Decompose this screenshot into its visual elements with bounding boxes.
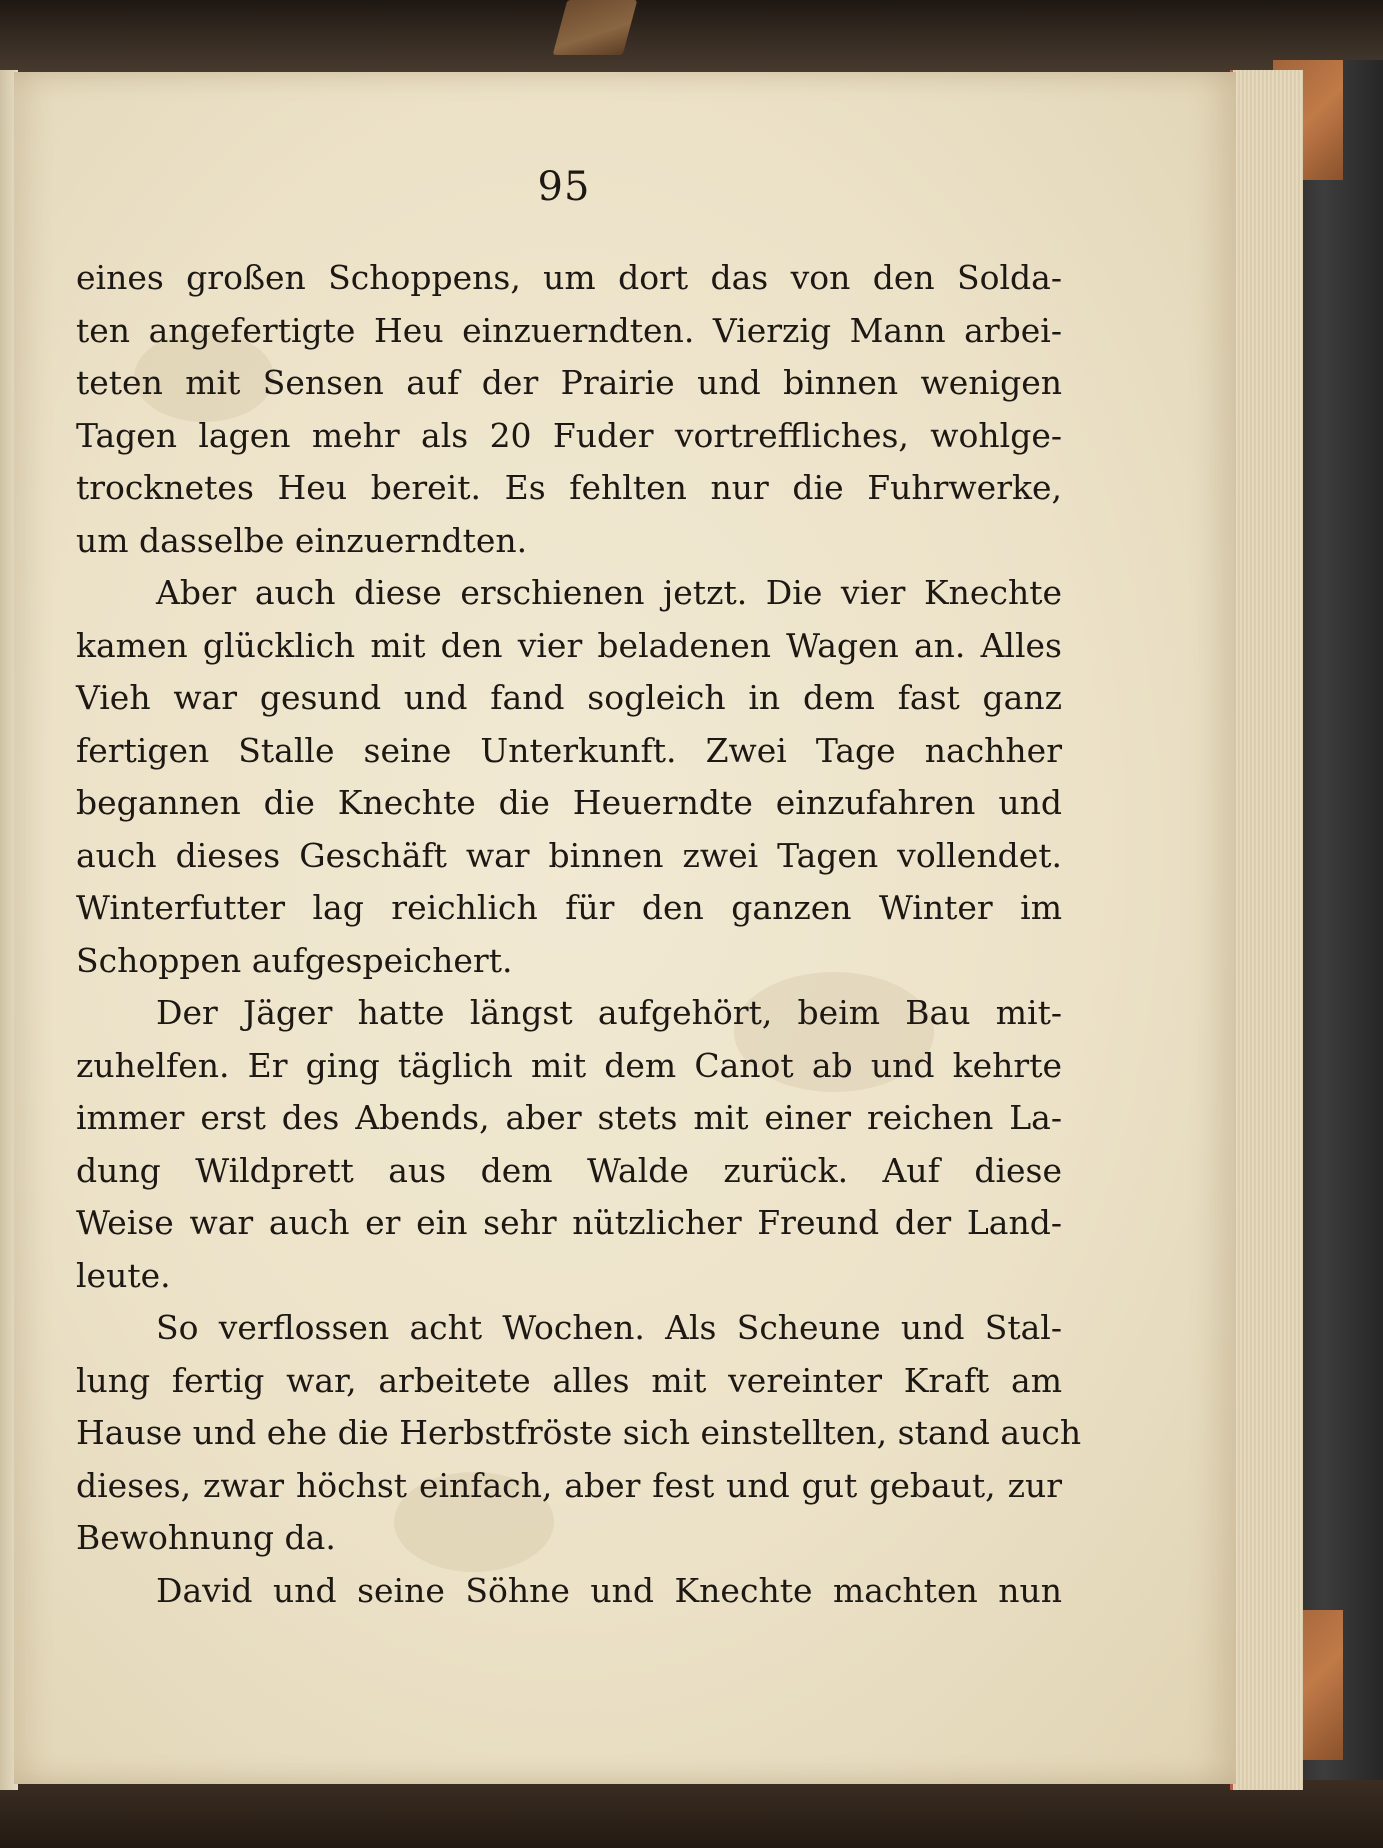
paragraph-2 (76, 567, 1062, 987)
text-line: begannen die Knechte die Heuerndte einzufahren und (76, 783, 1062, 822)
text-line: zuhelfen. Er ging täglich mit dem Canot ab und kehrte (76, 1045, 1062, 1085)
paragraph-4 (76, 1302, 1082, 1565)
text-line: Vieh war gesund und fand sogleich in dem fast ganz (76, 678, 1062, 717)
text-line: Winterfutter lag reichlich für den ganzen Winter im (76, 888, 1062, 927)
text-line: leute. (76, 1255, 171, 1295)
text-line: Schoppen aufgespeichert. (76, 940, 513, 980)
text-line: um dasselbe einzuerndten. (76, 520, 528, 560)
book-cover-bottom-edge (0, 1780, 1383, 1848)
text-line: teten mit Sensen auf der Prairie und binnen wenigen (76, 363, 1062, 402)
text-line: auch dieses Geschäft war binnen zwei Tagen vollendet. (76, 835, 1062, 875)
paragraph-5 (76, 1565, 1062, 1618)
text-line: eines großen Schoppens, um dort das von den Solda- (76, 258, 1062, 297)
text-line: So verflossen acht Wochen. Als Scheune und Stal- (156, 1308, 1062, 1347)
text-line: immer erst des Abends, aber stets mit einer reichen La- (76, 1098, 1062, 1137)
page-stack-edge (1230, 70, 1303, 1790)
paragraph-3 (76, 987, 1062, 1302)
text-line: Tagen lagen mehr als 20 Fuder vortreffliches, wohlge- (76, 415, 1062, 455)
text-line: ten angefertigte Heu einzuerndten. Vierzig Mann arbei- (76, 310, 1062, 350)
text-line: Weise war auch er ein sehr nützlicher Freund der Land- (76, 1203, 1062, 1242)
text-line: lung fertig war, arbeitete alles mit vereinter Kraft am (76, 1360, 1062, 1400)
text-line: trocknetes Heu bereit. Es fehlten nur die Fuhrwerke, (76, 468, 1062, 507)
text-line: Hause und ehe die Herbstfröste sich einstellten, stand auch (76, 1413, 1082, 1452)
book-page (14, 72, 1236, 1784)
bookmark-ribbon (553, 0, 638, 55)
page-number: 95 (537, 164, 591, 210)
text-line: Bewohnung da. (76, 1518, 336, 1557)
text-line: fertigen Stalle seine Unterkunft. Zwei Tage nachher (76, 730, 1062, 770)
text-line: kamen glücklich mit den vier beladenen Wagen an. Alles (76, 625, 1062, 665)
body-text (76, 252, 1082, 1617)
text-line: David und seine Söhne und Knechte machten nun (156, 1570, 1062, 1610)
text-line: Der Jäger hatte längst aufgehört, beim Bau mit- (156, 993, 1062, 1032)
text-line: dung Wildprett aus dem Walde zurück. Auf diese (76, 1150, 1062, 1190)
book-cover-top-edge (0, 0, 1383, 80)
text-line: Aber auch diese erschienen jetzt. Die vier Knechte (156, 573, 1062, 612)
text-line: dieses, zwar höchst einfach, aber fest und gut gebaut, zur (76, 1465, 1062, 1505)
paragraph-1 (76, 252, 1062, 567)
